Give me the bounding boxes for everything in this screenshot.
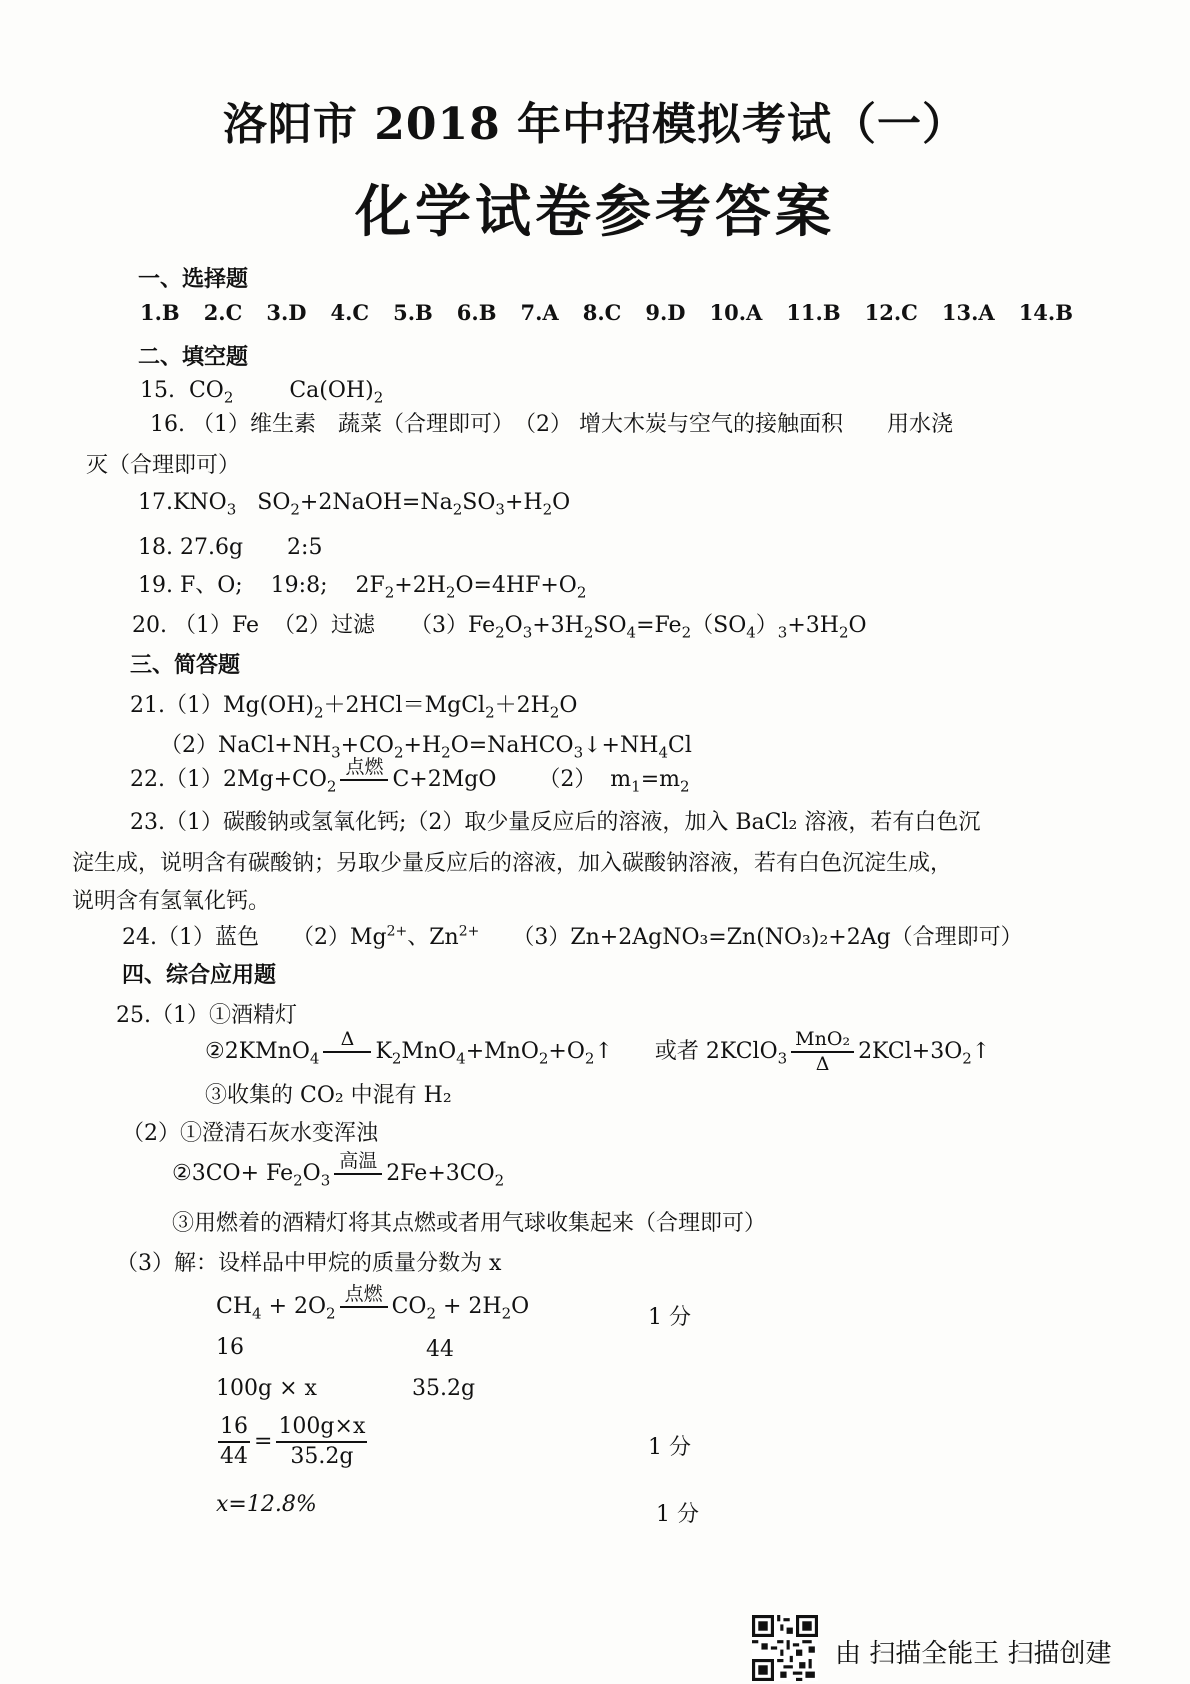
score-3: 1 分 bbox=[656, 1502, 699, 1527]
section-heading-short: 三、简答题 bbox=[130, 652, 241, 678]
answer-17: $17.KNO_3$ $SO_2+2NaOH=Na_2SO_3+H_2O$ bbox=[138, 490, 571, 519]
score-2: 1 分 bbox=[648, 1435, 691, 1460]
answer-21-2: $(2)NaCl+NH_3+CO_2+H_2O=NaHCO_3↓+NH_4Cl$ bbox=[160, 733, 692, 762]
answer-25-1-3: ③收集的 CO₂ 中混有 H₂ bbox=[205, 1083, 452, 1108]
answer-16-line1: 16. （1）维生素 蔬菜（合理即可） （2） 增大木炭与空气的接触面积 用水浇 bbox=[150, 412, 953, 437]
calc-proportion: $\frac{16}{44}$ = $\frac{100g\times x}{35.2g}$ bbox=[220, 1414, 366, 1470]
fraction-right: $\frac{100g\times x}{35.2g}$ bbox=[278, 1414, 366, 1470]
mcq-answers bbox=[140, 300, 1097, 325]
mcq-answer: 10.A bbox=[709, 300, 763, 325]
answer-24: 24.（1）蓝色 $(2)Mg^{2+}$、$Zn^{2+}$ （3）Zn+2AgNO₃=Zn(NO₃)₂+2Ag（合理即可） bbox=[122, 923, 1023, 950]
mcq-answer: 14.B bbox=[1018, 300, 1073, 325]
calc-molar-co2: 44 bbox=[426, 1337, 454, 1362]
mcq-answer: 11.B bbox=[786, 300, 841, 325]
answer-21-1: $21.(1)Mg(OH)_2+2HCl=MgCl_2+2H_2O$ bbox=[130, 693, 578, 722]
answer-23-line1: 23.（1）碳酸钠或氢氧化钙;（2）取少量反应后的溶液，加入 BaCl₂ 溶液，若有白色沉 bbox=[130, 810, 981, 835]
answer-25-2-1: （2）①澄清石灰水变浑浊 bbox=[122, 1121, 378, 1146]
answer-25-2-3: ③用燃着的酒精灯将其点燃或者用气球收集起来（合理即可） bbox=[172, 1211, 767, 1236]
mcq-answer: 4.C bbox=[330, 300, 370, 325]
mcq-answer: 12.C bbox=[864, 300, 918, 325]
mcq-answer: 13.A bbox=[941, 300, 995, 325]
answer-23-line3: 说明含有氢氧化钙。 bbox=[72, 889, 271, 914]
page-title: 洛阳市 2018 年中招模拟考试（一） bbox=[222, 99, 968, 150]
reaction-condition: 高温 bbox=[334, 1152, 382, 1196]
score-1: 1 分 bbox=[648, 1305, 691, 1330]
section-heading-comprehensive: 四、综合应用题 bbox=[122, 962, 277, 988]
section-heading-choice: 一、选择题 bbox=[138, 266, 249, 292]
calc-result: x=12.8% bbox=[216, 1492, 317, 1517]
calc-mass-ch4: 100g × x bbox=[216, 1376, 317, 1401]
page-subtitle: 化学试卷参考答案 bbox=[355, 179, 835, 245]
answer-20: 20. （1）Fe （2）过滤 $(3)Fe_2O_3+3H_2SO_4=Fe_2(SO_4)_3+3H_2O$ bbox=[132, 613, 867, 642]
mcq-answer: 9.D bbox=[645, 300, 686, 325]
mcq-answer: 5.B bbox=[393, 300, 433, 325]
mcq-answer: 3.D bbox=[266, 300, 307, 325]
section-heading-fill: 二、填空题 bbox=[138, 344, 249, 370]
reaction-condition: 点燃 bbox=[340, 1285, 388, 1329]
mcq-answer: 6.B bbox=[456, 300, 497, 325]
fraction-left: $\frac{16}{44}$ bbox=[220, 1414, 248, 1470]
calc-molar-ch4: 16 bbox=[216, 1335, 244, 1360]
reaction-condition: Δ bbox=[323, 1030, 371, 1074]
answer-23-line2: 淀生成，说明含有碳酸钠；另取少量反应后的溶液，加入碳酸钠溶液，若有白色沉淀生成， bbox=[72, 851, 953, 876]
answer-15: 15. $CO_2$ $Ca(OH)_2$ bbox=[140, 378, 384, 407]
answer-18: 18. 27.6g 2:5 bbox=[138, 535, 323, 560]
answer-25-2-2: ②3CO+ $Fe_2O_3$ 高温 $2Fe+3CO_2$ bbox=[172, 1152, 504, 1196]
calc-mass-co2: 35.2g bbox=[412, 1376, 476, 1401]
scanner-watermark: 由 扫描全能王 扫描创建 bbox=[835, 1639, 1112, 1669]
answer-25-3-intro: （3）解：设样品中甲烷的质量分数为 x bbox=[116, 1251, 502, 1276]
mcq-answer: 1.B bbox=[140, 300, 180, 325]
mcq-answer: 2.C bbox=[203, 300, 243, 325]
qr-code-icon bbox=[752, 1615, 818, 1681]
answer-25-1-2: ②2KMnO$_4$ Δ $K_2MnO_4+MnO_2+O_2↑$ 或者 2KClO$_3$ MnO₂ Δ $2KCl+3O_2↑$ bbox=[205, 1028, 991, 1075]
reaction-condition: MnO₂ Δ bbox=[791, 1030, 854, 1074]
answer-19: 19. F、O; 19:8; $2F_2+2H_2O=4HF+O_2$ bbox=[138, 573, 587, 602]
mcq-answer: 7.A bbox=[520, 300, 559, 325]
answer-22: $22.(1)2Mg+CO_2$ 点燃 C+2MgO （2） $m_1=m_2$ bbox=[130, 758, 690, 802]
mcq-answer: 8.C bbox=[582, 300, 622, 325]
calc-equation: $CH_4 + 2O_2$ 点燃 $CO_2 + 2H_2O$ bbox=[216, 1285, 529, 1329]
answer-16-line2: 灭（合理即可） bbox=[86, 453, 241, 478]
reaction-condition: 点燃 bbox=[340, 758, 388, 802]
answer-25-1-1: 25.（1）①酒精灯 bbox=[116, 1003, 297, 1028]
